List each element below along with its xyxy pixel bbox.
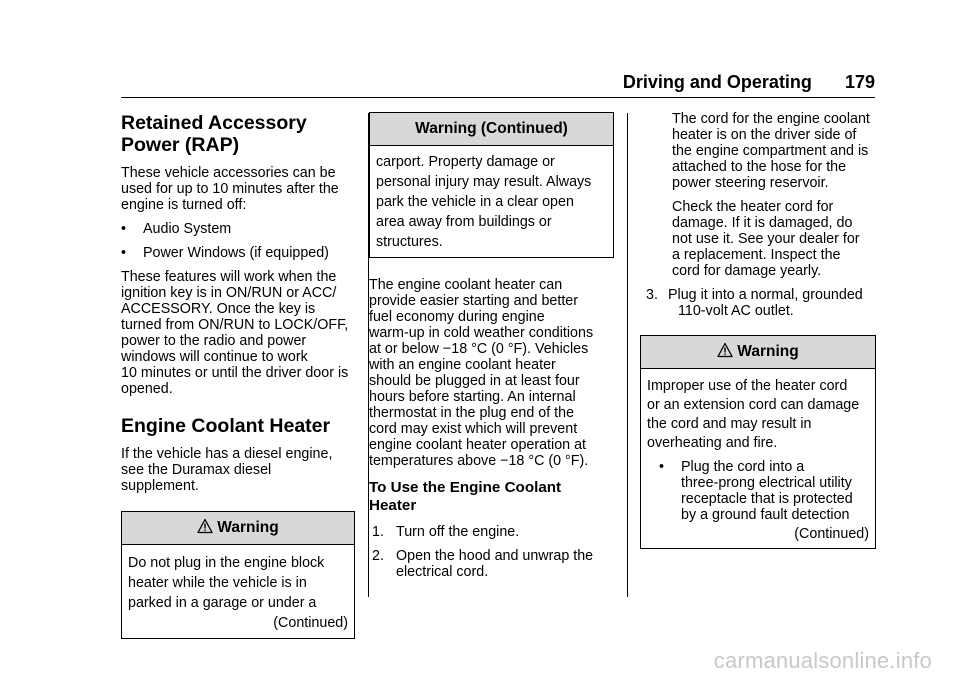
text-line: engine is turned off: xyxy=(121,197,247,213)
text-line: engine coolant heater operation at xyxy=(369,437,587,453)
page-header xyxy=(623,72,875,93)
text-line: at or below −18 °C (0 °F). Vehicles xyxy=(369,341,589,357)
text-line: The cord for the engine coolant xyxy=(672,111,870,127)
text-line: the cord and may result in xyxy=(647,416,812,432)
text-line: ignition key is in ON/RUN or ACC/ xyxy=(121,285,337,301)
text-line: with an engine coolant heater xyxy=(369,357,556,373)
text-line: Check the heater cord for xyxy=(672,199,834,215)
step-text xyxy=(668,287,863,319)
use-heading-line-2: Heater xyxy=(369,497,417,514)
watermark: carmanualsonline.info xyxy=(713,648,932,673)
text-line: warm-up in cold weather conditions xyxy=(369,325,594,341)
step-text: Turn off the engine. xyxy=(396,524,520,540)
text-line: area away from buildings or xyxy=(376,214,552,230)
use-heading xyxy=(369,479,614,515)
warning-title: Warning xyxy=(737,343,799,360)
bullet-item xyxy=(647,459,869,523)
header-rule xyxy=(121,97,875,98)
step-item xyxy=(369,548,614,580)
column-divider-2 xyxy=(627,113,628,597)
text-line: receptacle that is protected xyxy=(681,491,853,507)
text-line: parked in a garage or under a xyxy=(128,595,317,611)
use-heading-line-1: To Use the Engine Coolant xyxy=(369,479,562,496)
rap-heading xyxy=(121,112,355,156)
text-line: 10 minutes or until the driver door is xyxy=(121,365,349,381)
step-number: 3. xyxy=(646,287,658,303)
text-line: provide easier starting and better xyxy=(369,293,579,309)
text-line: These vehicle accessories can be xyxy=(121,165,336,181)
rap-intro xyxy=(121,165,355,213)
bullet-text xyxy=(681,459,853,523)
warning-header xyxy=(122,512,354,545)
text-line: heater while the vehicle is in xyxy=(128,575,307,591)
text-line: ACCESSORY. Once the key is xyxy=(121,301,316,317)
rap-heading-line-1: Retained Accessory xyxy=(121,112,307,134)
text-line: turned from ON/RUN to LOCK/OFF, xyxy=(121,317,349,333)
text-line: thermostat in the plug end of the xyxy=(369,405,575,421)
text-line: carport. Property damage or xyxy=(376,154,555,170)
text-line: attached to the hose for the xyxy=(672,159,847,175)
text-line: the engine compartment and is xyxy=(672,143,869,159)
column-3 xyxy=(640,108,876,549)
warning-box-continued xyxy=(369,112,614,258)
ech-intro xyxy=(121,446,355,494)
warning-header: Warning (Continued) xyxy=(370,113,613,146)
text-line: fuel economy during engine xyxy=(369,309,545,325)
warning-title: Warning xyxy=(217,519,279,536)
warning-body xyxy=(122,545,354,638)
column-1 xyxy=(121,108,355,639)
text-line: power steering reservoir. xyxy=(672,175,829,191)
warning-header xyxy=(641,336,875,369)
warning-triangle-icon xyxy=(717,342,733,358)
continued-label: (Continued) xyxy=(794,526,869,542)
text-line: These features will work when the xyxy=(121,269,337,285)
check-cord-text xyxy=(672,199,876,279)
section-title: Driving and Operating xyxy=(622,72,812,92)
text-line: 110-volt AC outlet. xyxy=(678,303,794,319)
text-line: by a ground fault detection xyxy=(681,507,850,523)
text-line: cord for damage yearly. xyxy=(672,263,822,279)
text-line: personal injury may result. Always xyxy=(376,174,592,190)
text-line: supplement. xyxy=(121,478,199,494)
text-line: Plug the cord into a xyxy=(681,459,805,475)
text-line: heater is on the driver side of xyxy=(672,127,857,143)
text-line: power to the radio and power xyxy=(121,333,307,349)
step-number: 2. xyxy=(372,548,384,564)
text-line: opened. xyxy=(121,381,173,397)
bullet-dot: • xyxy=(121,245,127,261)
rap-body xyxy=(121,269,355,397)
step-text xyxy=(396,548,593,580)
text-line: structures. xyxy=(376,234,443,250)
ech-heading: Engine Coolant Heater xyxy=(121,415,331,437)
continued-label: (Continued) xyxy=(273,615,348,631)
text-line: Plug it into a normal, grounded xyxy=(668,287,863,303)
warning-body xyxy=(370,146,613,257)
text-line: cord may exist which will prevent xyxy=(369,421,578,437)
text-line: used for up to 10 minutes after the xyxy=(121,181,339,197)
text-line: damage. If it is damaged, do xyxy=(672,215,853,231)
page-number: 179 xyxy=(844,72,875,92)
warning-box-1 xyxy=(121,511,355,639)
bullet-text: Power Windows (if equipped) xyxy=(143,245,329,261)
warning-body xyxy=(641,369,875,548)
text-line: The engine coolant heater can xyxy=(369,277,563,293)
text-line: park the vehicle in a clear open xyxy=(376,194,574,210)
text-line: a replacement. Inspect the xyxy=(672,247,841,263)
warning-triangle-icon xyxy=(197,518,213,534)
column-2 xyxy=(369,108,614,580)
text-line: should be plugged in at least four xyxy=(369,373,580,389)
text-line: or an extension cord can damage xyxy=(647,397,860,413)
warning-box-2 xyxy=(640,335,876,549)
text-line: Open the hood and unwrap the xyxy=(396,548,594,564)
rap-heading-line-2: Power (RAP) xyxy=(121,134,240,156)
text-line: three-prong electrical utility xyxy=(681,475,852,491)
bullet-text: Audio System xyxy=(143,221,232,237)
bullet-item xyxy=(121,245,355,261)
step-item xyxy=(369,524,614,540)
text-line: windows will continue to work xyxy=(121,349,308,365)
text-line: temperatures above −18 °C (0 °F). xyxy=(369,453,589,469)
text-line: see the Duramax diesel xyxy=(121,462,272,478)
bullet-dot: • xyxy=(121,221,127,237)
text-line: Do not plug in the engine block xyxy=(128,555,325,571)
step-item xyxy=(640,287,876,319)
bullet-item xyxy=(121,221,355,237)
text-line: not use it. See your dealer for xyxy=(672,231,860,247)
text-line: Improper use of the heater cord xyxy=(647,378,848,394)
ech-body xyxy=(369,277,614,469)
text-line: If the vehicle has a diesel engine, xyxy=(121,446,333,462)
bullet-dot: • xyxy=(659,459,665,475)
step-number: 1. xyxy=(372,524,384,540)
text-line: overheating and fire. xyxy=(647,435,778,451)
cord-location-text xyxy=(672,111,876,191)
text-line: electrical cord. xyxy=(396,564,489,580)
text-line: hours before starting. An internal xyxy=(369,389,576,405)
